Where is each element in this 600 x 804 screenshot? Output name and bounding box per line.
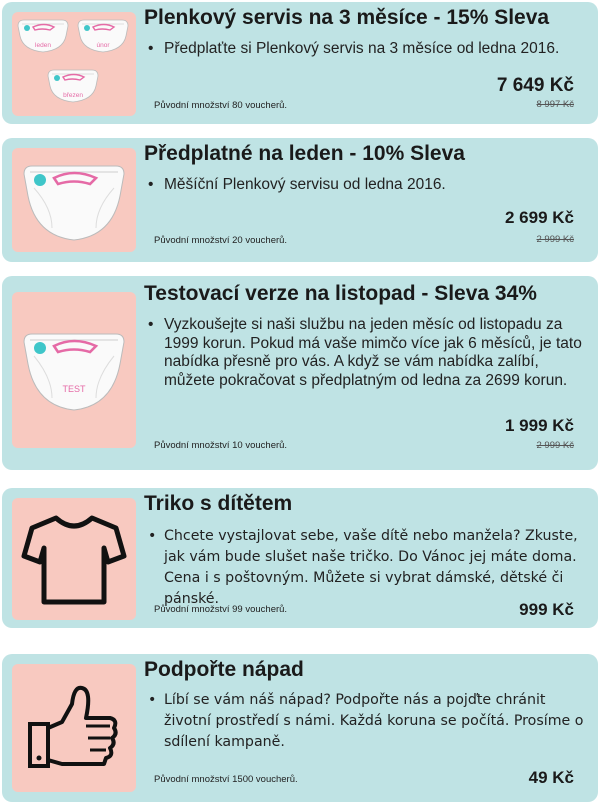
offer-card-tshirt[interactable] xyxy=(2,488,598,628)
offer-old-price: 2 999 Kč xyxy=(536,440,574,451)
offer-old-price: 8 997 Kč xyxy=(536,99,574,110)
offer-quantity: Původní množství 20 voucherů. xyxy=(154,235,288,246)
offer-image[interactable] xyxy=(12,292,136,448)
offer-price: 7 649 Kč xyxy=(496,75,574,96)
offer-quantity: Původní množství 99 voucherů. xyxy=(154,604,288,615)
offer-card-support[interactable] xyxy=(2,654,598,802)
three-diapers-icon xyxy=(12,12,136,116)
thumbs-up-icon xyxy=(12,664,136,792)
offer-old-price: 2 999 Kč xyxy=(536,234,574,245)
offer-title[interactable]: Předplatné na leden - 10% Sleva xyxy=(144,142,465,165)
offer-title[interactable]: Triko s dítětem xyxy=(144,492,293,515)
image-label-test: TEST xyxy=(62,384,86,394)
diaper-test-icon xyxy=(12,292,136,448)
image-label-brezen: březen xyxy=(63,92,83,99)
offer-price: 49 Kč xyxy=(528,768,574,787)
offer-description: • Líbí se vám náš nápad? Podpořte nás a pojďte chránit životní prostředí s námi. Každá koruna se počítá. Prosíme o sdílení kampaně. xyxy=(144,690,584,753)
offer-title[interactable]: Testovací verze na listopad - Sleva 34% xyxy=(144,282,537,305)
offer-price: 999 Kč xyxy=(519,600,574,619)
offer-quantity: Původní množství 10 voucherů. xyxy=(154,440,288,451)
offer-description: • Vyzkoušejte si naši službu na jeden měsíc od listopadu za 1999 korun. Pokud má vaše mimčo více jak 6 měsíců, je tato nabídka přesně pro vás. A když se vám nabídka zalíbí, můžete pokračovat s předplatným od ledna za 2699 korun. xyxy=(144,316,584,390)
offer-image[interactable] xyxy=(12,148,136,252)
image-label-leden: leden xyxy=(35,42,51,49)
offer-card-january[interactable] xyxy=(2,138,598,262)
offer-image[interactable] xyxy=(12,12,136,116)
offer-quantity: Původní množství 1500 voucherů. xyxy=(154,774,298,785)
offer-price: 2 699 Kč xyxy=(505,208,574,227)
offer-description: • Chcete vystajlovat sebe, vaše dítě nebo manžela? Zkuste, jak vám bude slušet naše tričko. Do Vánoc jej máte doma. Cena i s poštovným. Můžete si vybrat dámské, dětské či pánské. xyxy=(144,526,584,610)
offer-description: • Předplaťte si Plenkový servis na 3 měsíce od ledna 2016. xyxy=(144,40,584,59)
offer-title[interactable]: Podpořte nápad xyxy=(144,658,304,681)
diaper-icon xyxy=(12,148,136,252)
offer-card-trial-november[interactable] xyxy=(2,276,598,470)
tshirt-icon xyxy=(12,498,136,620)
offer-card-diaper-3-months[interactable] xyxy=(2,2,598,124)
offer-description: • Měšíční Plenkový servisu od ledna 2016. xyxy=(144,176,584,195)
offer-price: 1 999 Kč xyxy=(505,416,574,435)
offer-image[interactable] xyxy=(12,664,136,792)
offer-image[interactable] xyxy=(12,498,136,620)
image-label-unor: únor xyxy=(96,42,110,49)
offer-quantity: Původní množství 80 voucherů. xyxy=(154,100,288,111)
offer-title[interactable]: Plenkový servis na 3 měsíce - 15% Sleva xyxy=(144,6,550,29)
